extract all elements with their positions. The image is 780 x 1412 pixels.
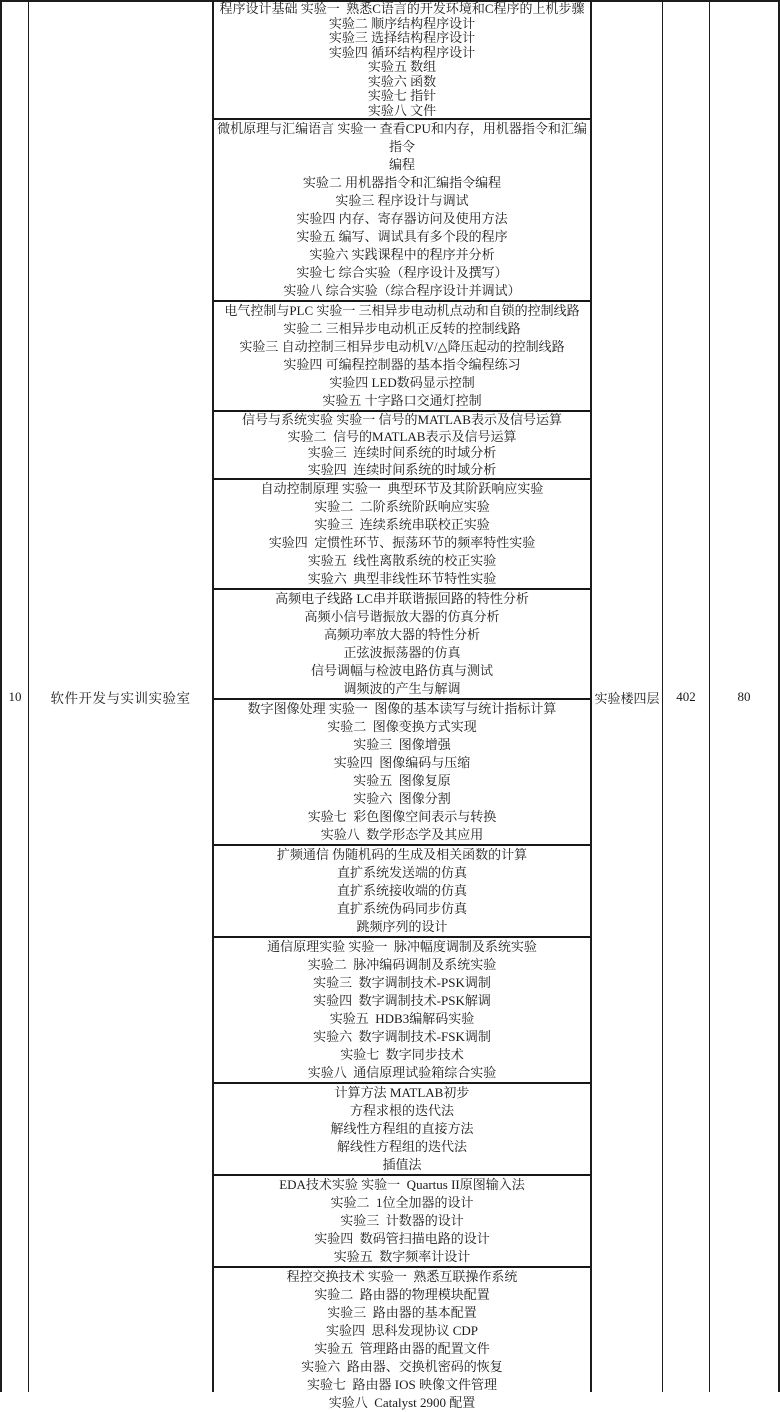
experiment-line: 解线性方程组的直接方法 [330,1121,474,1136]
experiment-line: 实验五 管理路由器的配置文件 [314,1341,490,1356]
course-block [214,412,590,480]
experiment-line: 实验八 Catalyst 2900 配置 [328,1395,476,1410]
experiment-line: 实验二 信号的MATLAB表示及信号运算 [287,428,517,444]
experiment-line: 电气控制与PLC 实验一 三相异步电动机点动和自锁的控制线路 [224,303,580,318]
course-block [214,2,590,120]
course-block [214,302,590,412]
experiment-line: 实验五 数组 [367,59,437,74]
experiment-line: 实验三 选择结构程序设计 [328,30,476,45]
lab-name-cell [29,2,212,1392]
experiment-line: 实验七 路由器 IOS 映像文件管理 [307,1377,497,1392]
experiment-line: 实验二 脉冲编码调制及系统实验 [307,957,497,972]
experiments-column [212,1,592,1410]
capacity-cell [709,2,778,1392]
experiment-line: 实验五 数字频率计设计 [333,1249,471,1264]
experiment-line: 程控交换技术 实验一 熟悉互联操作系统 [286,1269,518,1284]
experiment-line: 实验七 彩色图像空间表示与转换 [307,809,497,824]
experiment-line: 扩频通信 伪随机码的生成及相关函数的计算 [276,847,528,862]
experiment-line: 实验二 1位全加器的设计 [330,1195,474,1210]
experiment-line: 实验八 数学形态学及其应用 [320,827,484,842]
experiment-line: 实验六 函数 [367,73,437,89]
experiment-line: 数字图像处理 实验一 图像的基本读写与统计指标计算 [247,701,557,716]
experiment-line: 实验六 实践课程中的程序并分析 [309,247,495,262]
experiment-line: 实验五 HDB3编解码实验 [329,1011,475,1026]
experiment-line: 实验七 数字同步技术 [340,1047,464,1062]
experiment-line: 编程 [388,157,415,172]
course-block [214,120,590,302]
experiment-line: 调频波的产生与解调 [343,681,461,696]
experiment-line: 实验六 路由器、交换机密码的恢复 [301,1359,503,1374]
experiment-line: 实验二 三相异步电动机正反转的控制线路 [283,321,521,336]
experiment-line: 实验四 思科发现协议 CDP [325,1323,479,1338]
experiment-line: 自动控制原理 实验一 典型环节及其阶跃响应实验 [260,481,544,496]
experiment-line: 实验三 程序设计与调试 [335,193,469,208]
experiment-line: 实验三 数字调制技术-PSK调制 [313,975,491,990]
experiment-line: 实验三 连续时间系统的时域分析 [307,445,497,460]
experiment-line: 解线性方程组的迭代法 [336,1139,467,1154]
experiment-line: 高频小信号谐振放大器的仿真分析 [304,609,500,624]
experiment-line: 通信原理实验 实验一 脉冲幅度调制及系统实验 [267,939,537,954]
experiment-line: EDA技术实验 实验一 Quartus II原图输入法 [279,1177,525,1192]
experiment-line: 实验六 数字调制技术-FSK调制 [313,1029,491,1044]
room-number: 402 [676,689,696,704]
experiment-line: 直扩系统发送端的仿真 [336,865,467,880]
course-block [214,700,590,846]
experiment-line: 插值法 [382,1157,422,1172]
experiment-line: 实验四 数字调制技术-PSK解调 [313,993,491,1008]
experiment-line: 实验八 通信原理试验箱综合实验 [307,1065,497,1080]
experiment-line: 实验七 指针 [367,88,437,103]
experiment-line: 信号与系统实验 实验一 信号的MATLAB表示及信号运算 [242,412,562,427]
experiment-line: 实验四 可编程控制器的基本指令编程练习 [283,357,521,372]
experiment-line: 实验四 循环结构程序设计 [328,44,476,60]
course-block [214,1176,590,1268]
course-block [214,938,590,1084]
experiment-line: 实验四 LED数码显示控制 [329,375,475,390]
course-block [214,590,590,700]
experiment-line: 跳频序列的设计 [356,919,448,934]
experiment-line: 实验五 线性离散系统的校正实验 [307,553,497,568]
experiment-line: 实验四 图像编码与压缩 [333,755,471,770]
course-block [214,1084,590,1176]
sequence-number: 10 [8,689,22,704]
experiment-line: 直扩系统接收端的仿真 [336,883,467,898]
experiment-line: 实验五 编写、调试具有多个段的程序 [296,229,508,244]
location-cell [592,2,662,1392]
experiment-line: 正弦波振荡器的仿真 [343,645,461,660]
room-number-cell [662,2,709,1392]
experiment-line: 实验三 路由器的基本配置 [327,1305,477,1320]
experiment-line: 实验二 路由器的物理模块配置 [314,1287,490,1302]
experiment-line: 实验七 综合实验（程序设计及撰写） [296,265,508,280]
course-block [214,480,590,590]
experiment-line: 高频电子线路 LC串并联谐振回路的特性分析 [275,591,529,606]
sequence-number-cell [2,2,29,1392]
capacity-value: 80 [737,689,751,704]
experiment-line: 实验四 数码管扫描电路的设计 [314,1231,490,1246]
experiment-line: 直扩系统伪码同步仿真 [336,901,467,916]
experiment-line: 实验四 内存、寄存器访问及使用方法 [296,211,508,226]
experiment-line: 实验六 图像分割 [353,791,451,806]
experiment-line: 高频功率放大器的特性分析 [323,627,480,642]
experiment-line: 实验三 自动控制三相异步电动机V/△降压起动的控制线路 [239,339,565,354]
experiment-line: 实验三 计数器的设计 [340,1213,464,1228]
experiment-line: 实验二 图像变换方式实现 [327,719,477,734]
experiment-line: 实验八 综合实验（综合程序设计并调试） [283,283,521,298]
experiment-line: 实验八 文件 [367,102,437,118]
experiment-line: 程序设计基础 实验一 熟悉C语言的开发环境和C程序的上机步骤 [219,1,585,16]
experiment-line: 实验二 用机器指令和汇编指令编程 [302,175,502,190]
experiment-line: 方程求根的迭代法 [349,1103,454,1118]
experiment-line: 实验四 连续时间系统的时域分析 [307,461,497,477]
course-block [214,846,590,938]
course-block [214,1268,590,1412]
experiment-line: 实验六 典型非线性环节特性实验 [307,571,497,586]
experiment-line: 实验四 定惯性环节、振荡环节的频率特性实验 [268,535,536,550]
experiment-line: 计算方法 MATLAB初步 [334,1085,470,1100]
experiment-line: 实验五 图像复原 [353,773,451,788]
experiment-line: 信号调幅与检波电路仿真与测试 [310,663,493,678]
experiment-line: 实验三 图像增强 [353,737,451,752]
experiment-line: 实验五 十字路口交通灯控制 [322,393,482,408]
experiment-line: 实验三 连续系统串联校正实验 [314,517,490,532]
experiment-line: 实验二 二阶系统阶跃响应实验 [314,499,490,514]
lab-name: 软件开发与实训实验室 [50,691,191,706]
experiment-line: 实验二 顺序结构程序设计 [328,15,476,31]
experiment-line: 微机原理与汇编语言 实验一 查看CPU和内存，用机器指令和汇编指令 [217,121,587,154]
location-text: 实验楼四层 [594,690,660,706]
